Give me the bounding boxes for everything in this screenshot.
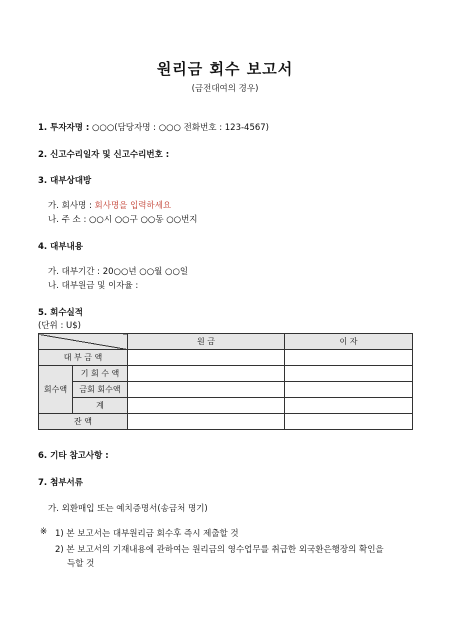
cell-previous-interest[interactable] xyxy=(285,366,413,382)
section-registration: 2. 신고수리일자 및 신고수리번호 : xyxy=(38,150,170,160)
row-current-recovered: 금회 회수액 xyxy=(73,382,128,398)
note-1: 1) 본 보고서는 대부원리금 회수후 즉시 제출할 것 xyxy=(55,529,239,539)
company-name-field[interactable]: 회사명을 입력하세요 xyxy=(94,201,172,211)
cell-previous-principal[interactable] xyxy=(128,366,285,382)
header-diagonal-cell xyxy=(39,334,128,350)
cell-current-interest[interactable] xyxy=(285,382,413,398)
table-row xyxy=(39,382,413,398)
cell-current-principal[interactable] xyxy=(128,382,285,398)
row-recovered: 회수액 xyxy=(39,366,73,414)
table-row xyxy=(39,398,413,414)
col-principal: 원 금 xyxy=(128,334,285,350)
table-row xyxy=(39,350,413,366)
recovery-table xyxy=(38,333,413,430)
row-balance: 잔 액 xyxy=(39,414,128,430)
table-row xyxy=(39,334,413,350)
attachment-item: 가. 외환매입 또는 예치증명서(송금처 명기) xyxy=(48,504,208,514)
note-2-line-1: 2) 본 보고서의 기재내용에 관하여는 원리금의 영수업무를 취급한 외국환은행장의 확인을 xyxy=(55,545,384,555)
col-interest: 이 자 xyxy=(285,334,413,350)
unit-label: (단위 : U$) xyxy=(38,321,81,331)
investor-label: 1. 투자자명 : xyxy=(38,123,90,133)
cell-total-principal[interactable] xyxy=(128,398,285,414)
cell-loan-principal[interactable] xyxy=(128,350,285,366)
loan-amount-line: 나. 대부원금 및 이자율 : xyxy=(48,281,139,291)
table-row xyxy=(39,366,413,382)
section-loan-details: 4. 대부내용 xyxy=(38,242,83,252)
row-recovered-total: 계 xyxy=(73,398,128,414)
row-loan-amount: 대 부 금 액 xyxy=(39,350,128,366)
table-row xyxy=(39,414,413,430)
borrower-address-line: 나. 주 소 : ○○시 ○○구 ○○동 ○○번지 xyxy=(48,215,198,225)
cell-total-interest[interactable] xyxy=(285,398,413,414)
section-investor xyxy=(38,121,269,133)
page-subtitle: (금전대여의 경우) xyxy=(191,84,259,94)
cell-loan-interest[interactable] xyxy=(285,350,413,366)
cell-balance-interest[interactable] xyxy=(285,414,413,430)
loan-period-line: 가. 대부기간 : 20○○년 ○○월 ○○일 xyxy=(48,267,189,277)
row-previous-recovered: 기 회 수 액 xyxy=(73,366,128,382)
borrower-company-line xyxy=(48,199,171,211)
company-label: 가. 회사명 : xyxy=(48,201,92,211)
page-title: 원리금 회수 보고서 xyxy=(156,60,294,78)
investor-text: ○○○(담당자명 : ○○○ 전화번호 : 123-4567) xyxy=(92,123,269,133)
cell-balance-principal[interactable] xyxy=(128,414,285,430)
note-star-icon: ※ xyxy=(40,527,48,537)
section-other-notes: 6. 기타 참고사항 : xyxy=(38,451,109,461)
note-2-line-2: 득할 것 xyxy=(67,559,95,569)
section-attachments: 7. 첨부서류 xyxy=(38,478,83,488)
section-borrower: 3. 대부상대방 xyxy=(38,176,92,186)
section-recovery: 5. 회수실적 xyxy=(38,308,83,318)
